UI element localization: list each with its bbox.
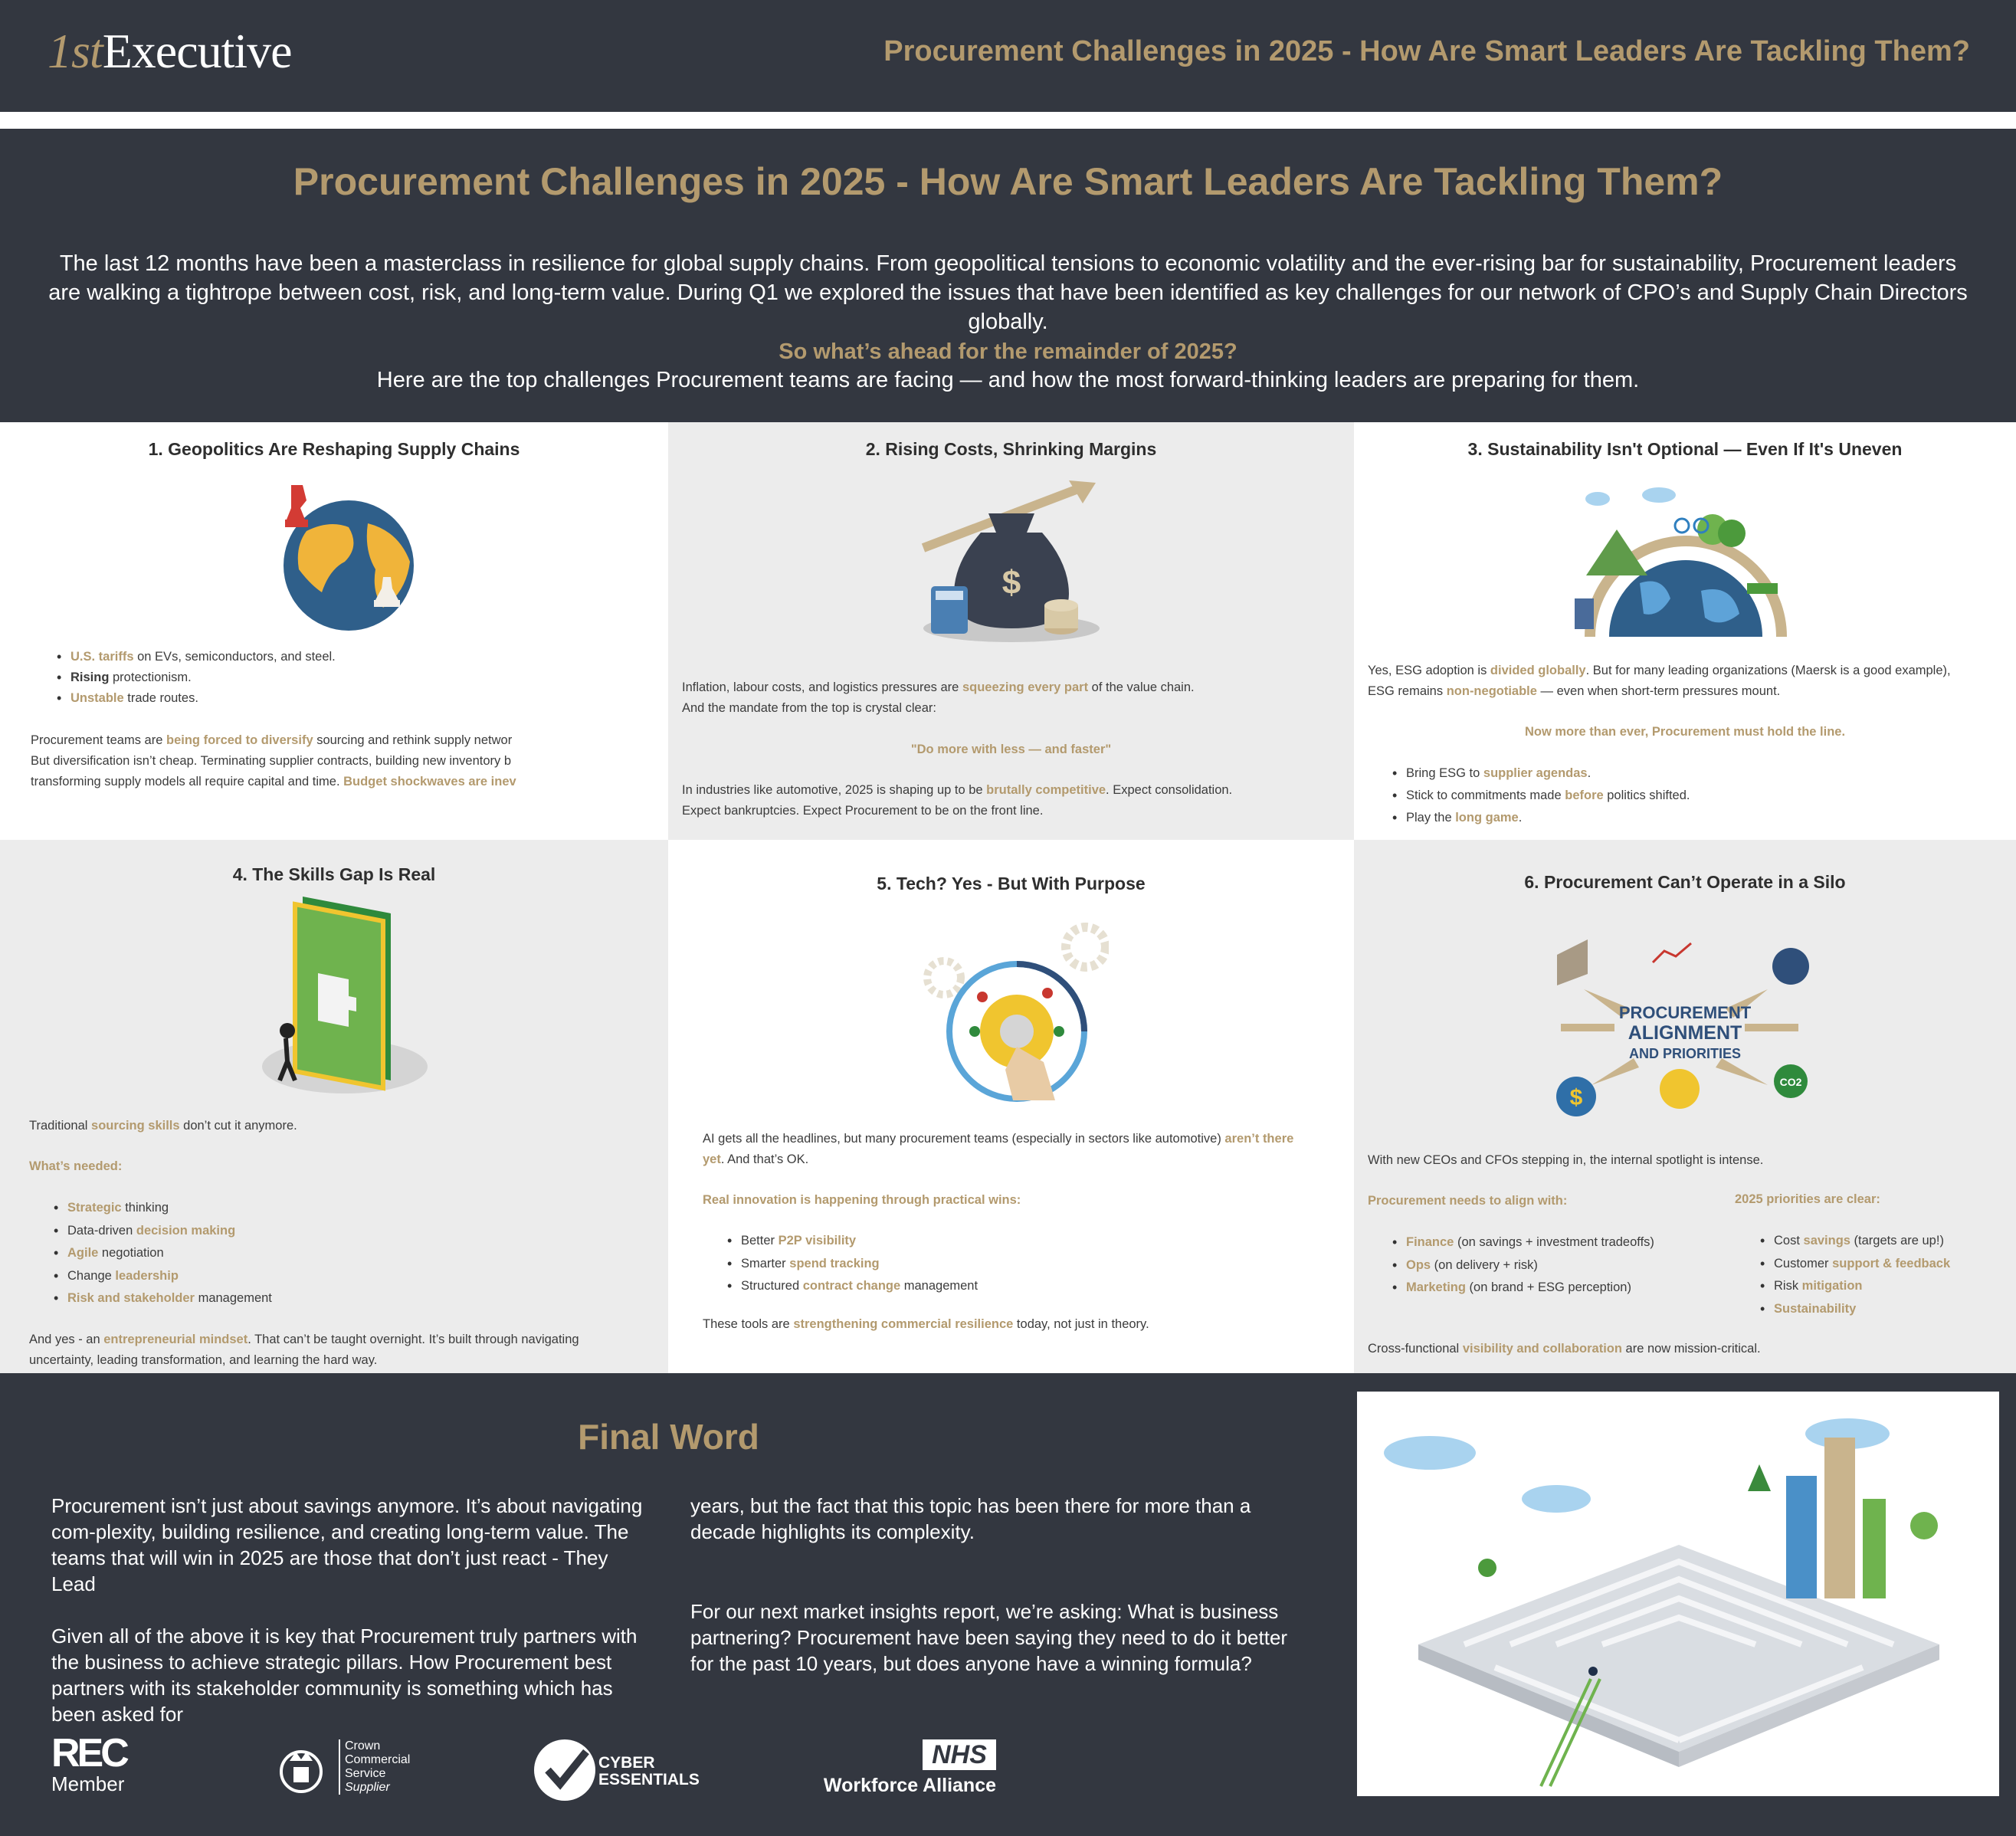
list-item: • Sustainability <box>1759 1298 1950 1321</box>
list-item: • Play the long game. <box>1391 807 1690 829</box>
list-item: • Cost savings (targets are up!) <box>1759 1230 1950 1253</box>
card-title: 2. Rising Costs, Shrinking Margins <box>865 439 1157 459</box>
card-title: 6. Procurement Can’t Operate in a Silo <box>1524 872 1846 892</box>
list-item: • Stick to commitments made before politics shifted. <box>1391 785 1690 807</box>
card-title: 3. Sustainability Isn't Optional — Even If It's Uneven <box>1467 439 1903 459</box>
money-bag-icon <box>908 479 1115 648</box>
list-item: • Risk and stakeholder management <box>52 1287 272 1310</box>
card-silo <box>1354 840 2016 1373</box>
list-item: • Bring ESG to supplier agendas. <box>1391 762 1690 785</box>
list-item: • Smarter spend tracking <box>726 1253 978 1276</box>
intro-paragraph: The last 12 months have been a masterclass in resilience for global supply chains. From geopolitical tensions to economic volatility and the ever-rising bar for sustainability, Procurement leaders are walking a tightrope between cost, risk, and long-term value. During Q1 we explored the issues that have been identified as key challenges for our network of CPO’s and Supply Chain Directors globally. <box>48 251 1968 334</box>
card-title: 5. Tech? Yes - But With Purpose <box>877 874 1146 893</box>
brand-logo[interactable]: 1stExecutive <box>48 24 292 78</box>
card-skills-gap <box>0 840 668 1373</box>
nhs-workforce-alliance-logo[interactable]: NHS Workforce Alliance <box>823 1740 996 1796</box>
checkmark-badge-icon <box>533 1738 597 1802</box>
list-item: • Unstable trade routes. <box>55 688 336 709</box>
card-sustainability <box>1354 422 2016 840</box>
maze-image <box>1357 1392 1999 1796</box>
list-item: • Rising protectionism. <box>55 667 336 688</box>
ccs-supplier-logo[interactable]: Crown Commercial Service Supplier <box>273 1739 418 1801</box>
page-title: Procurement Challenges in 2025 - How Are Smart Leaders Are Tackling Them? <box>293 160 1723 203</box>
list-item: • Data-driven decision making <box>52 1220 272 1243</box>
silo-left-bullets <box>1391 1231 1654 1300</box>
tech-bullets <box>726 1230 978 1298</box>
final-heading: Final Word <box>578 1417 759 1457</box>
card-title: 1. Geopolitics Are Reshaping Supply Chains <box>148 439 520 459</box>
card-tech <box>668 840 1354 1373</box>
intro-section <box>0 129 2016 422</box>
costs-body: Inflation, labour costs, and logistics pressures are squeezing every part of the value chain. And the mandate from the top is crystal clear: <box>682 680 1195 715</box>
list-item: • Agile negotiation <box>52 1242 272 1265</box>
list-item: • Structured contract change management <box>726 1275 978 1298</box>
list-item: • Better P2P visibility <box>726 1230 978 1253</box>
list-item: • Risk mitigation <box>1759 1275 1950 1298</box>
geopolitics-bullets <box>55 647 336 709</box>
alignment-label: PROCUREMENT ALIGNMENT AND PRIORITIES <box>1618 1003 1752 1061</box>
top-header <box>0 0 2016 112</box>
skills-needed-label: What’s needed: <box>29 1159 123 1173</box>
costs-body-2: In industries like automotive, 2025 is shaping up to be brutally competitive. Expect consolidation. Expect bankruptcies. Expect Procurement to be on the front line. <box>682 783 1233 818</box>
sustainability-callout: Now more than ever, Procurement must hold the line. <box>1524 725 1846 739</box>
card-title: 4. The Skills Gap Is Real <box>232 864 436 884</box>
intro-question: So what’s ahead for the remainder of 2025? <box>779 339 1237 364</box>
tech-hub-icon <box>921 916 1109 1108</box>
svg-text:CO2: CO2 <box>1779 1076 1802 1088</box>
maze-illustration <box>1357 1392 1999 1796</box>
silo-right-bullets <box>1759 1230 1950 1320</box>
svg-text:$: $ <box>1001 564 1021 602</box>
rec-member-logo[interactable]: REC Member <box>51 1731 126 1795</box>
tech-callout: Real innovation is happening through practical wins: <box>703 1193 1021 1207</box>
silo-right-head: 2025 priorities are clear: <box>1735 1192 1880 1206</box>
skills-intro: Traditional sourcing skills don’t cut it anymore. <box>29 1119 297 1133</box>
list-item: • Customer support & feedback <box>1759 1253 1950 1276</box>
tech-body: AI gets all the headlines, but many procurement teams (especially in sectors like automotive) aren’t there yet. And that’s OK. <box>703 1132 1294 1166</box>
globe-chess-icon <box>276 477 421 631</box>
sustainability-bullets <box>1391 762 1690 829</box>
list-item: • Ops (on delivery + risk) <box>1391 1254 1654 1277</box>
sustainability-globe-icon <box>1571 484 1801 641</box>
tech-closing: These tools are strengthening commercial resilience today, not just in theory. <box>703 1317 1149 1331</box>
skills-bullets <box>52 1197 272 1310</box>
list-item: • Marketing (on brand + ESG perception) <box>1391 1277 1654 1300</box>
list-item: • U.S. tariffs on EVs, semiconductors, and steel. <box>55 647 336 667</box>
silo-closing: Cross-functional visibility and collaboration are now mission-critical. <box>1368 1342 1761 1356</box>
svg-text:$: $ <box>1569 1085 1583 1110</box>
final-col-1 <box>51 1493 649 1727</box>
header-divider <box>0 112 2016 129</box>
skills-closing: And yes - an entrepreneurial mindset. That can’t be taught overnight. It’s built through navigating uncertainty, leading transformation, and learning the hard way. <box>29 1333 579 1367</box>
geopolitics-body: Procurement teams are being forced to diversify sourcing and rethink supply networ But diversification isn’t cheap. Terminating supplier contracts, building new inventory b transforming supply models all require capital and time. Budget shockwaves are inev <box>31 733 516 788</box>
puzzle-book-icon <box>257 897 433 1096</box>
final-col-2 <box>690 1493 1296 1677</box>
final-paragraph: years, but the fact that this topic has been there for more than a decade highlights its complexity. <box>690 1494 1251 1543</box>
final-paragraph: Given all of the above it is key that Procurement truly partners with the business to achieve strategic pillars. How Procurement best partners with its stakeholder community is something which has been asked for <box>51 1625 638 1726</box>
final-paragraph: Procurement isn’t just about savings anymore. It’s about navigating com-plexity, building resilience, and creating long-term value. The teams that will win in 2025 are those that don’t just react - They Lead <box>51 1494 643 1595</box>
crown-crest-icon <box>273 1744 329 1795</box>
card-geopolitics <box>0 422 668 840</box>
silo-left-head: Procurement needs to align with: <box>1368 1194 1568 1208</box>
cyber-essentials-logo[interactable]: CYBER ESSENTIALS <box>533 1738 709 1803</box>
silo-intro: With new CEOs and CFOs stepping in, the internal spotlight is intense. <box>1368 1153 1764 1167</box>
card-rising-costs <box>668 422 1354 840</box>
header-title: Procurement Challenges in 2025 - How Are Smart Leaders Are Tackling Them? <box>883 35 1970 67</box>
intro-lead: Here are the top challenges Procurement teams are facing — and how the most forward-thinking leaders are preparing for them. <box>376 368 1640 392</box>
list-item: • Change leadership <box>52 1265 272 1288</box>
sustainability-body: Yes, ESG adoption is divided globally. But for many leading organizations (Maersk is a good example), ESG remains non-negotiable — even when short-term pressures mount. <box>1368 664 1951 698</box>
final-paragraph: For our next market insights report, we’re asking: What is business partnering? Procurement have been saying they need to do it better for the past 10 years, but does anyone have a winning formula? <box>690 1600 1288 1675</box>
list-item: • Strategic thinking <box>52 1197 272 1220</box>
costs-quote: "Do more with less — and faster" <box>910 743 1112 756</box>
list-item: • Finance (on savings + investment tradeoffs) <box>1391 1231 1654 1254</box>
